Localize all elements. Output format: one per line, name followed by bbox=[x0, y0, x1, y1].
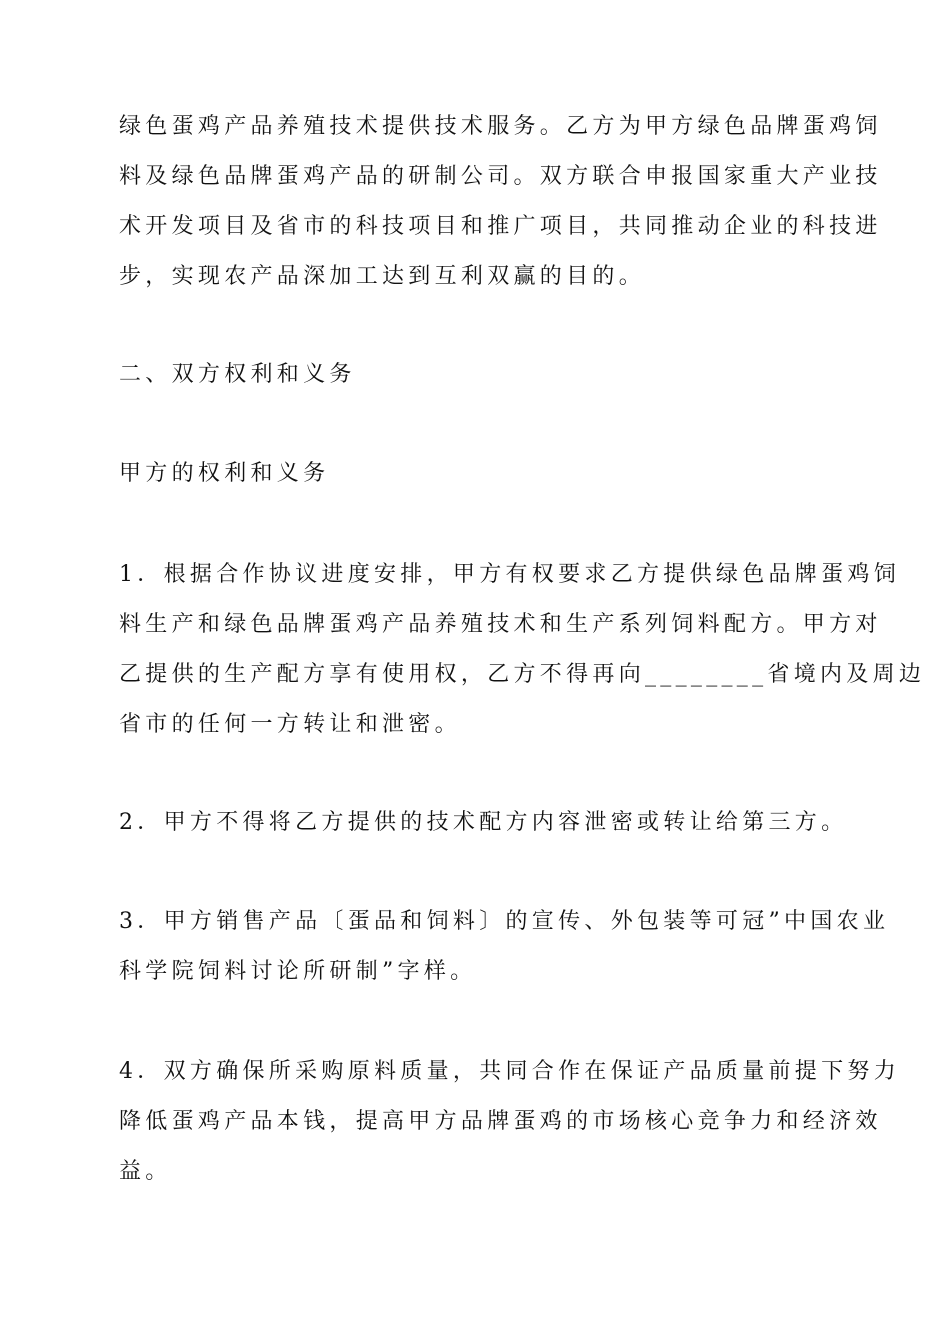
item-1-paragraph bbox=[119, 550, 926, 750]
item-4-paragraph bbox=[119, 1047, 900, 1197]
item-2-line-1: 2．甲方不得将乙方提供的技术配方内容泄密或转让给第三方。 bbox=[119, 810, 848, 835]
item-1-line-1: 1．根据合作协议进度安排，甲方有权要求乙方提供绿色品牌蛋鸡饲 bbox=[119, 562, 900, 587]
item-4-line-1: 4．双方确保所采购原料质量，共同合作在保证产品质量前提下努力 bbox=[119, 1059, 900, 1084]
item-2-paragraph bbox=[119, 798, 848, 848]
item-3-paragraph bbox=[119, 897, 890, 997]
intro-line-2: 料及绿色品牌蛋鸡产品的研制公司。双方联合申报国家重大产业技 bbox=[119, 164, 882, 189]
item-1-line-2: 料生产和绿色品牌蛋鸡产品养殖技术和生产系列饲料配方。甲方对 bbox=[119, 612, 882, 637]
item-4-line-2: 降低蛋鸡产品本钱，提高甲方品牌蛋鸡的市场核心竞争力和经济效 bbox=[119, 1109, 882, 1134]
item-1-line-4: 省市的任何一方转让和泄密。 bbox=[119, 712, 461, 737]
intro-paragraph bbox=[119, 102, 882, 302]
item-3-line-2: 科学院饲料讨论所研制”字样。 bbox=[119, 959, 477, 984]
section-2-heading-text: 二、双方权利和义务 bbox=[119, 362, 356, 387]
party-a-heading-text: 甲方的权利和义务 bbox=[119, 461, 330, 486]
intro-line-4: 步，实现农产品深加工达到互利双赢的目的。 bbox=[119, 264, 646, 289]
intro-line-3: 术开发项目及省市的科技项目和推广项目，共同推动企业的科技进 bbox=[119, 214, 882, 239]
item-4-line-3: 益。 bbox=[119, 1159, 172, 1184]
item-1-line-3: 乙提供的生产配方享有使用权，乙方不得再向________省境内及周边 bbox=[119, 662, 926, 687]
item-3-line-1: 3．甲方销售产品〔蛋品和饲料〕的宣传、外包装等可冠”中国农业 bbox=[119, 909, 890, 934]
section-2-heading bbox=[119, 350, 831, 400]
intro-line-1: 绿色蛋鸡产品养殖技术提供技术服务。乙方为甲方绿色品牌蛋鸡饲 bbox=[119, 114, 882, 139]
party-a-heading bbox=[119, 449, 831, 499]
